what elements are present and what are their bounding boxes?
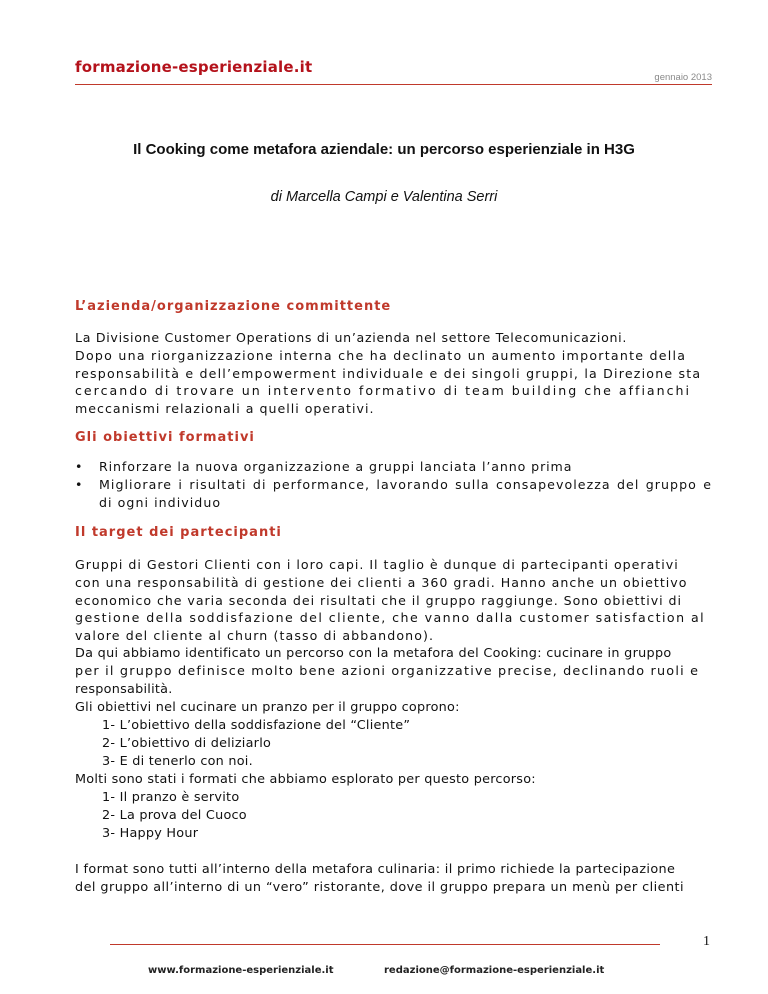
text-line: del gruppo all’interno di un “vero” ristorante, dove il gruppo prepara un menù per clienti <box>75 879 684 895</box>
footer-rule <box>110 944 660 945</box>
objectives-list <box>75 458 712 511</box>
footer-site-link[interactable]: www.formazione-esperienziale.it <box>148 965 334 976</box>
paragraph-target <box>75 556 712 645</box>
site-logo[interactable]: formazione-esperienziale.it <box>75 58 313 76</box>
section-heading-target: Il target dei partecipanti <box>75 525 282 540</box>
list-item-text: Rinforzare la nuova organizzazione a gruppi lanciata l’anno prima <box>99 459 573 474</box>
issue-date: gennaio 2013 <box>654 72 712 83</box>
text-line: con una responsabilità di gestione dei clienti a 360 gradi. Hanno anche un obiettivo <box>75 574 688 590</box>
text-line: per il gruppo definisce molto bene azioni organizzative precise, declinando ruoli e <box>75 663 700 679</box>
text-line: I format sono tutti all’interno della metafora culinaria: il primo richiede la partecipazione <box>75 862 676 877</box>
text-line: Dopo una riorganizzazione interna che ha declinato un aumento importante della <box>75 347 687 363</box>
list-item <box>75 458 712 476</box>
paragraph-azienda <box>75 329 712 418</box>
section-heading-obiettivi: Gli obiettivi formativi <box>75 430 255 445</box>
text-line: responsabilità. <box>75 681 173 697</box>
section-heading-azienda: L’azienda/organizzazione committente <box>75 299 392 314</box>
pranzo-list <box>102 717 410 770</box>
list-item: 1- L’obiettivo della soddisfazione del “Cliente” <box>102 718 411 733</box>
list-item: 2- La prova del Cuoco <box>102 807 247 823</box>
header-rule <box>75 84 712 85</box>
text-line: economico che varia seconda dei risultati che il gruppo raggiunge. Sono obiettivi di <box>75 592 682 608</box>
text-line: cercando di trovare un intervento formativo di team building che affianchi <box>75 383 692 399</box>
article-authors: di Marcella Campi e Valentina Serri <box>270 189 498 205</box>
list-item: 2- L’obiettivo di deliziarlo <box>102 735 272 751</box>
list-item-text: Migliorare i risultati di performance, lavorando sulla consapevolezza del gruppo e di ogni individuo <box>99 476 712 510</box>
text-line: gestione della soddisfazione del cliente, che vanno dalla customer satisfaction al <box>75 610 706 626</box>
bullet-icon: • <box>75 476 84 492</box>
text-line: valore del cliente al churn (tasso di abbandono). <box>75 628 435 644</box>
text-line: La Divisione Customer Operations di un’azienda nel settore Telecomunicazioni. <box>75 330 628 345</box>
text-line: Da qui abbiamo identificato un percorso con la metafora del Cooking: cucinare in gruppo <box>75 646 672 661</box>
article-title: Il Cooking come metafora aziendale: un percorso esperienziale in H3G <box>133 141 635 158</box>
paragraph-formati-intro: Molti sono stati i formati che abbiamo esplorato per questo percorso: <box>75 772 536 787</box>
list-item: 1- Il pranzo è servito <box>102 790 240 805</box>
bullet-icon: • <box>75 459 84 474</box>
list-item: 3- E di tenerlo con noi. <box>102 753 253 769</box>
formati-list <box>102 789 247 842</box>
text-line: Gruppi di Gestori Clienti con i loro capi. Il taglio è dunque di partecipanti operativi <box>75 557 679 572</box>
paragraph-metafora <box>75 861 712 897</box>
text-line: responsabilità e dell’empowerment individuale e dei singoli gruppi, la Direzione sta <box>75 365 702 381</box>
text-line: meccanismi relazionali a quelli operativi. <box>75 401 375 417</box>
list-item <box>75 476 712 512</box>
footer-email-link[interactable]: redazione@formazione-esperienziale.it <box>384 965 605 976</box>
page-number: 1 <box>703 934 710 949</box>
paragraph-cooking <box>75 645 712 698</box>
paragraph-pranzo-intro: Gli obiettivi nel cucinare un pranzo per il gruppo coprono: <box>75 700 460 715</box>
list-item: 3- Happy Hour <box>102 825 199 841</box>
